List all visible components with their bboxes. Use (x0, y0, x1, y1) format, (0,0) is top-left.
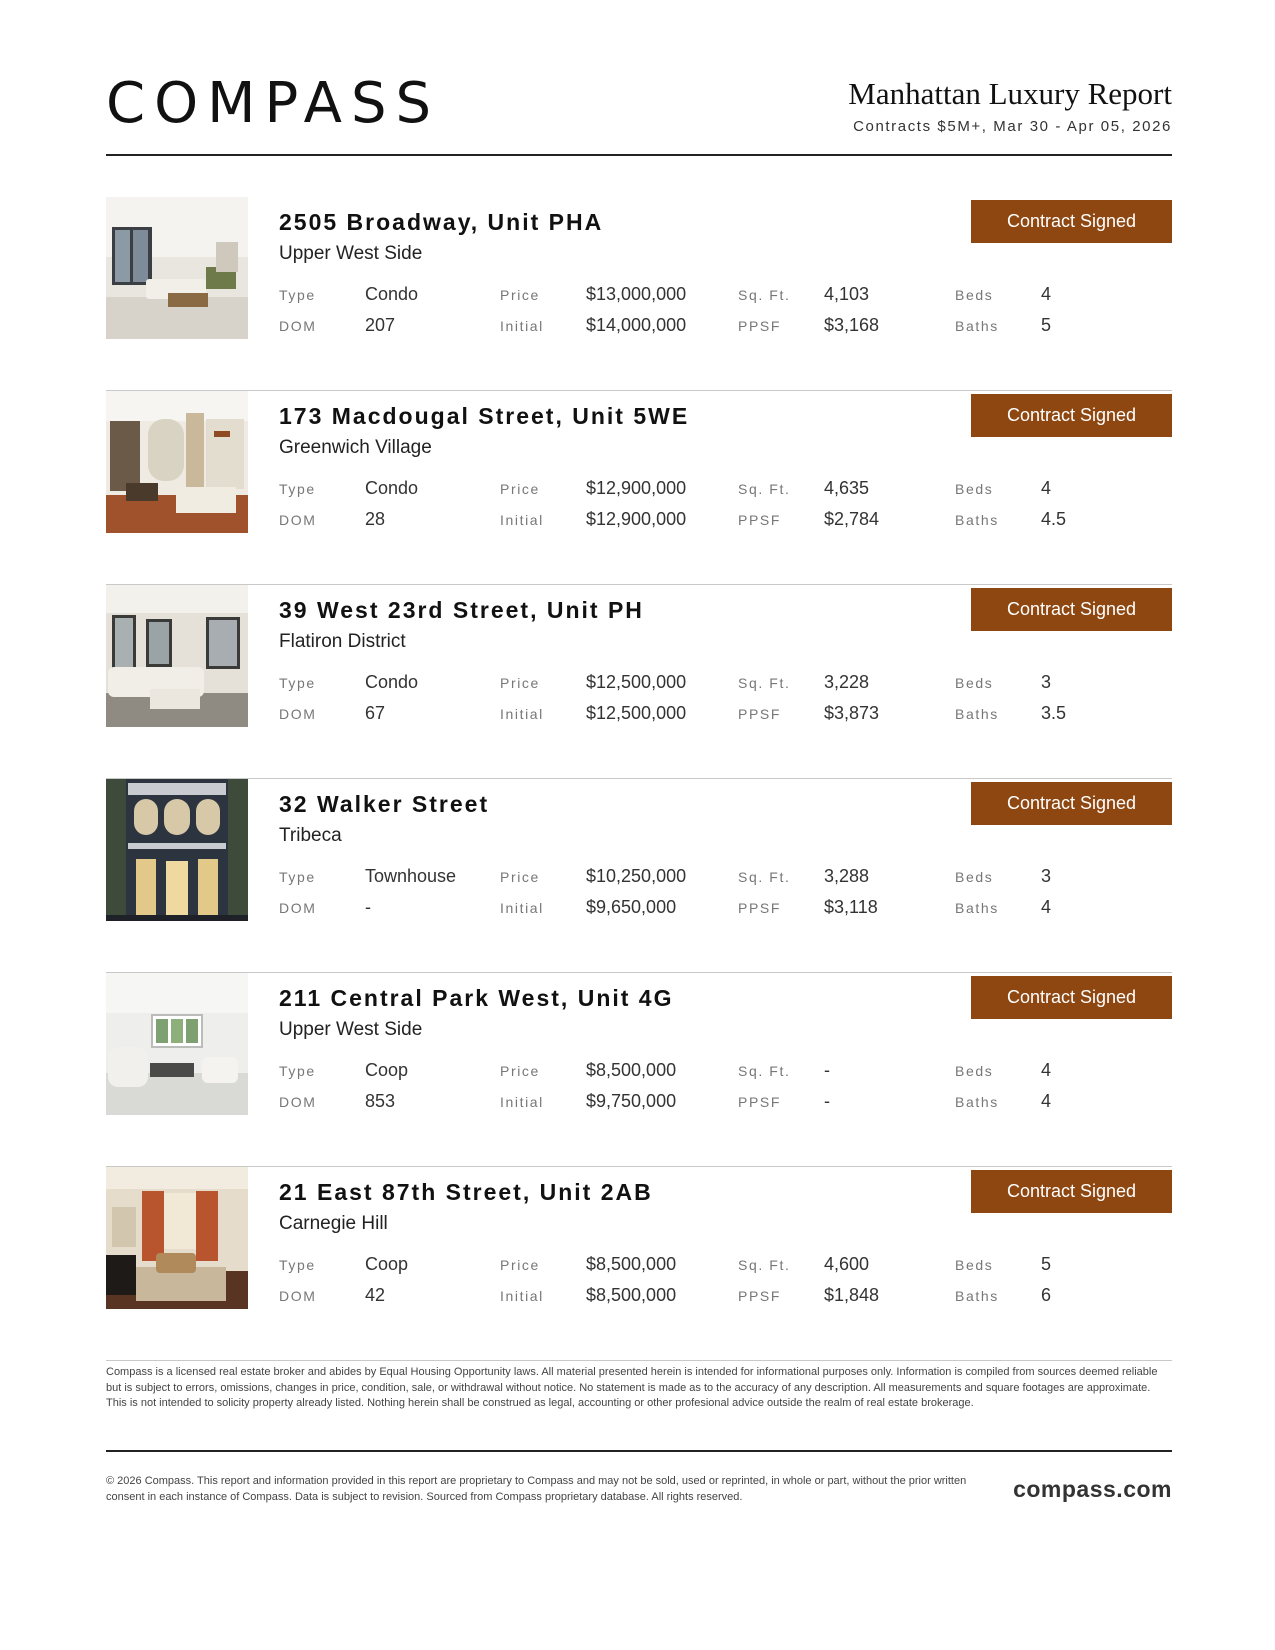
baths-value: 3.5 (1041, 703, 1067, 723)
status-badge: Contract Signed (971, 200, 1172, 243)
listing-card (106, 391, 1172, 585)
price-value: $13,000,000 (586, 284, 687, 304)
baths-value: 4 (1041, 1091, 1052, 1111)
status-badge: Contract Signed (971, 782, 1172, 825)
sqft-value: 3,228 (824, 672, 870, 692)
beds-value: 4 (1041, 284, 1052, 304)
listing-card (106, 973, 1172, 1167)
footer-website-link[interactable]: compass.com (1013, 1476, 1172, 1502)
sqft-value: 3,288 (824, 866, 870, 886)
listing-neighborhood: Carnegie Hill (279, 1213, 388, 1234)
listing-address[interactable]: 21 East 87th Street, Unit 2AB (279, 1179, 653, 1205)
beds-label: Beds (955, 1063, 994, 1079)
type-label: Type (279, 675, 316, 691)
dom-label: DOM (279, 318, 317, 334)
report-title: Manhattan Luxury Report (848, 76, 1172, 111)
footer-copyright: © 2026 Compass. This report and information provided in this report are proprietary to Compass and may not be sold, used or reprinted, in whole or part, without the prior written consent in each instance of Compass. Data is subject to revision. Sourced from Compass proprietary database. All rights reserved. (106, 1475, 967, 1503)
sqft-value: 4,600 (824, 1254, 870, 1274)
baths-label: Baths (955, 1094, 999, 1110)
initial-label: Initial (500, 1288, 544, 1304)
sqft-value: 4,103 (824, 284, 870, 304)
type-value: Condo (365, 672, 419, 692)
listing-address[interactable]: 32 Walker Street (279, 791, 490, 817)
sqft-label: Sq. Ft. (738, 481, 791, 497)
type-value: Condo (365, 478, 419, 498)
price-value: $8,500,000 (586, 1060, 677, 1080)
listing-neighborhood: Upper West Side (279, 243, 423, 264)
status-badge: Contract Signed (971, 976, 1172, 1019)
baths-value: 6 (1041, 1285, 1052, 1305)
price-label: Price (500, 1063, 540, 1079)
beds-label: Beds (955, 287, 994, 303)
initial-value: $12,500,000 (586, 703, 687, 723)
sqft-value: - (824, 1060, 830, 1080)
price-label: Price (500, 287, 540, 303)
listing-card (106, 779, 1172, 973)
baths-value: 5 (1041, 315, 1052, 335)
ppsf-label: PPSF (738, 900, 781, 916)
ppsf-value: $3,118 (824, 897, 878, 917)
ppsf-label: PPSF (738, 318, 781, 334)
listing-address[interactable]: 211 Central Park West, Unit 4G (279, 985, 674, 1011)
listing-photo (106, 197, 248, 339)
listing-address[interactable]: 173 Macdougal Street, Unit 5WE (279, 403, 690, 429)
listing-card (106, 585, 1172, 779)
initial-value: $8,500,000 (586, 1285, 677, 1305)
type-value: Coop (365, 1060, 409, 1080)
beds-value: 3 (1041, 866, 1052, 886)
price-label: Price (500, 1257, 540, 1273)
type-value: Condo (365, 284, 419, 304)
ppsf-label: PPSF (738, 706, 781, 722)
baths-label: Baths (955, 318, 999, 334)
listing-photo (106, 779, 248, 921)
disclaimer-text: Compass is a licensed real estate broker and abides by Equal Housing Opportunity laws. All material presented herein is intended for informational purposes only. Information is compiled from sources deemed reliable but is subject to errors, omissions, changes in price, condition, sale, or withdrawal without notice. No statement is made as to the accuracy of any description. All measurements and square footages are approximate. This is not intended to solicity property already listed. Nothing herein shall be construed as legal, accounting or other profesional advice outside the realm of real estate brokerage. (106, 1365, 1172, 1452)
initial-value: $9,650,000 (586, 897, 677, 917)
status-badge: Contract Signed (971, 1170, 1172, 1213)
beds-label: Beds (955, 675, 994, 691)
sqft-label: Sq. Ft. (738, 675, 791, 691)
price-label: Price (500, 869, 540, 885)
listing-card (106, 1167, 1172, 1361)
sqft-label: Sq. Ft. (738, 1257, 791, 1273)
baths-value: 4.5 (1041, 509, 1067, 529)
price-value: $10,250,000 (586, 866, 687, 886)
listing-address[interactable]: 39 West 23rd Street, Unit PH (279, 597, 644, 623)
baths-label: Baths (955, 706, 999, 722)
ppsf-label: PPSF (738, 512, 781, 528)
ppsf-value: - (824, 1091, 830, 1111)
ppsf-label: PPSF (738, 1288, 781, 1304)
listing-neighborhood: Upper West Side (279, 1019, 423, 1040)
price-value: $8,500,000 (586, 1254, 677, 1274)
listing-card (106, 197, 1172, 391)
baths-value: 4 (1041, 897, 1052, 917)
beds-label: Beds (955, 481, 994, 497)
ppsf-value: $1,848 (824, 1285, 880, 1305)
type-label: Type (279, 481, 316, 497)
initial-value: $12,900,000 (586, 509, 687, 529)
status-badge: Contract Signed (971, 394, 1172, 437)
listing-photo (106, 391, 248, 533)
initial-label: Initial (500, 512, 544, 528)
initial-value: $14,000,000 (586, 315, 687, 335)
dom-label: DOM (279, 900, 317, 916)
dom-label: DOM (279, 1094, 317, 1110)
type-label: Type (279, 287, 316, 303)
type-label: Type (279, 1063, 316, 1079)
sqft-label: Sq. Ft. (738, 1063, 791, 1079)
initial-label: Initial (500, 900, 544, 916)
dom-value: 28 (365, 509, 386, 529)
type-label: Type (279, 869, 316, 885)
baths-label: Baths (955, 512, 999, 528)
beds-label: Beds (955, 1257, 994, 1273)
initial-label: Initial (500, 706, 544, 722)
type-value: Townhouse (365, 866, 457, 886)
ppsf-label: PPSF (738, 1094, 781, 1110)
report-header (106, 70, 1172, 156)
price-label: Price (500, 675, 540, 691)
dom-value: 853 (365, 1091, 396, 1111)
dom-label: DOM (279, 1288, 317, 1304)
listing-photo (106, 973, 248, 1115)
listing-neighborhood: Greenwich Village (279, 437, 432, 458)
listing-neighborhood: Tribeca (279, 825, 342, 846)
ppsf-value: $3,168 (824, 315, 880, 335)
type-label: Type (279, 1257, 316, 1273)
status-badge: Contract Signed (971, 588, 1172, 631)
price-value: $12,900,000 (586, 478, 687, 498)
initial-value: $9,750,000 (586, 1091, 677, 1111)
sqft-label: Sq. Ft. (738, 287, 791, 303)
dom-value: - (365, 897, 371, 917)
listing-photo (106, 1167, 248, 1309)
listing-address[interactable]: 2505 Broadway, Unit PHA (279, 209, 604, 235)
type-value: Coop (365, 1254, 409, 1274)
dom-label: DOM (279, 512, 317, 528)
initial-label: Initial (500, 1094, 544, 1110)
beds-value: 5 (1041, 1254, 1052, 1274)
ppsf-value: $3,873 (824, 703, 880, 723)
beds-value: 4 (1041, 1060, 1052, 1080)
ppsf-value: $2,784 (824, 509, 880, 529)
price-value: $12,500,000 (586, 672, 687, 692)
listing-photo (106, 585, 248, 727)
sqft-label: Sq. Ft. (738, 869, 791, 885)
report-subtitle: Contracts $5M+, Mar 30 - Apr 05, 2026 (853, 118, 1172, 135)
beds-value: 4 (1041, 478, 1052, 498)
listing-neighborhood: Flatiron District (279, 631, 406, 652)
dom-value: 42 (365, 1285, 386, 1305)
dom-value: 207 (365, 315, 396, 335)
compass-logo: COMPASS (106, 71, 441, 136)
beds-value: 3 (1041, 672, 1052, 692)
baths-label: Baths (955, 900, 999, 916)
sqft-value: 4,635 (824, 478, 870, 498)
beds-label: Beds (955, 869, 994, 885)
dom-label: DOM (279, 706, 317, 722)
dom-value: 67 (365, 703, 386, 723)
initial-label: Initial (500, 318, 544, 334)
price-label: Price (500, 481, 540, 497)
baths-label: Baths (955, 1288, 999, 1304)
